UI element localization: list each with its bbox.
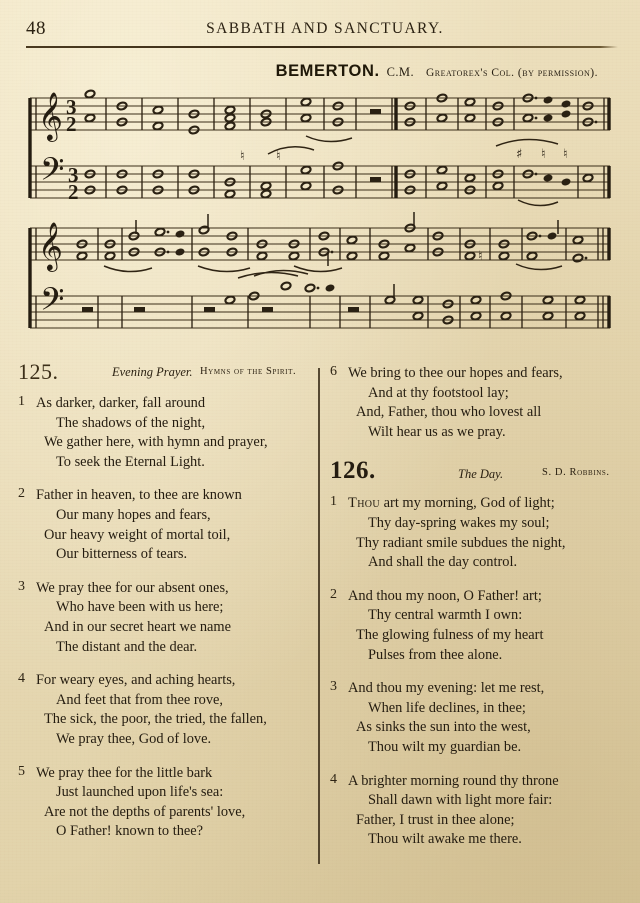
music-staves-svg xyxy=(18,88,622,348)
music-notation xyxy=(18,88,622,348)
verse-line: And in our secret heart we name xyxy=(44,618,232,635)
verse-line: Shall dawn with light more fair: xyxy=(368,792,553,809)
verse-number: 2 xyxy=(330,586,337,602)
verse-line-first xyxy=(348,494,622,514)
verse-line: Thy day-spring wakes my soul; xyxy=(368,514,550,531)
slur xyxy=(496,139,558,146)
running-title: SABBATH AND SANCTUARY. xyxy=(206,20,444,37)
verse-line: Thou wilt awake me there. xyxy=(368,831,522,848)
verse-number: 6 xyxy=(330,364,337,379)
verse-line: The sick, the poor, the tried, the fallen, xyxy=(44,711,267,728)
svg-text:2: 2 xyxy=(68,180,79,204)
verse-line: As darker, darker, fall around xyxy=(36,395,206,411)
verse-line: When life declines, in thee; xyxy=(368,699,526,716)
verse xyxy=(18,486,310,564)
verse-line: Wilt hear us as we pray. xyxy=(368,423,506,440)
page-number: 48 xyxy=(26,18,46,39)
verse-line: Who have been with us here; xyxy=(56,599,224,616)
slur xyxy=(306,136,352,142)
bass-clef: 𝄢 xyxy=(40,151,65,195)
verse-line: As sinks the sun into the west, xyxy=(356,719,531,736)
verse-line-rest: art my morning, God of light; xyxy=(380,495,555,512)
verse-line: For weary eyes, and aching hearts, xyxy=(36,672,236,689)
header-divider-rule xyxy=(26,46,618,48)
svg-text:♮: ♮ xyxy=(563,147,568,162)
verse-line: The glowing fulness of my heart xyxy=(356,626,544,643)
verse-line: And thou my evening: let me rest, xyxy=(348,680,545,697)
verse-line: And feet that from thee rove, xyxy=(56,691,224,708)
verse xyxy=(330,364,622,442)
hymn-126-block xyxy=(330,457,622,850)
verse xyxy=(18,394,310,472)
verse-line: Just launched upon life's sea: xyxy=(56,784,224,801)
verse-line: We pray thee for our absent ones, xyxy=(36,579,229,596)
slur xyxy=(198,266,250,272)
verse-line: And thou my noon, O Father! art; xyxy=(348,587,542,604)
slur xyxy=(294,266,342,272)
bass-notes-system-2 xyxy=(82,281,585,324)
verse xyxy=(18,764,310,842)
tune-name: BEMERTON. xyxy=(275,62,380,80)
verse-number: 5 xyxy=(18,763,25,779)
slur xyxy=(238,272,298,278)
hymn-125-number: 125. xyxy=(18,359,59,384)
tune-heading xyxy=(0,62,620,81)
slur xyxy=(104,266,152,272)
verse-line: Our many hopes and fears, xyxy=(56,506,211,523)
svg-text:♮: ♮ xyxy=(240,149,245,164)
accidentals-system-1 xyxy=(240,147,568,164)
verse xyxy=(330,494,622,572)
hymn-126-number: 126. xyxy=(330,457,376,485)
verse-number: 1 xyxy=(330,494,337,510)
verse-line: Our heavy weight of mortal toil, xyxy=(44,526,231,543)
svg-text:♮: ♮ xyxy=(541,147,546,162)
svg-text:♮: ♮ xyxy=(276,149,281,164)
verse-line: And at thy footstool lay; xyxy=(368,384,509,401)
hymn-126-source: S. D. Robbins. xyxy=(542,467,610,479)
verse-number: 2 xyxy=(18,486,25,502)
verse xyxy=(330,679,622,757)
hymn-text-columns xyxy=(18,359,622,890)
tune-meter: C.M. xyxy=(386,65,414,79)
running-head xyxy=(0,18,640,40)
verse-first-word: Thou xyxy=(348,495,381,512)
verse xyxy=(18,579,310,657)
verse-number: 1 xyxy=(18,394,25,409)
verse-line: And shall the day control. xyxy=(368,554,518,571)
treble-clef: 𝄞 xyxy=(38,91,63,140)
verse-line: We pray thee for the little bark xyxy=(36,764,213,781)
svg-text:♮: ♮ xyxy=(478,249,483,264)
bass-notes-system-1 xyxy=(85,161,594,198)
hymn-125-topic: Evening Prayer. xyxy=(112,365,193,379)
tune-source: Greatorex's Col. (by permission). xyxy=(425,67,598,79)
verse-line: Father, I trust in thee alone; xyxy=(356,811,515,828)
right-column xyxy=(330,362,622,864)
verse-number: 4 xyxy=(18,671,25,687)
verse-line: Are not the depths of parents' love, xyxy=(44,803,246,820)
verse-number: 3 xyxy=(18,578,25,594)
verse-line: Father in heaven, to thee are known xyxy=(36,487,242,504)
verse xyxy=(18,671,310,749)
slur xyxy=(518,200,558,206)
hymn-125-source: Hymns of the Spirit. xyxy=(200,366,297,377)
svg-text:♯: ♯ xyxy=(516,147,523,162)
treble-notes-system-2 xyxy=(77,223,588,262)
svg-text:2: 2 xyxy=(66,112,77,136)
verse-line: The shadows of the night, xyxy=(56,414,206,431)
verse-number: 4 xyxy=(330,771,337,787)
verse xyxy=(330,587,622,665)
treble-notes-system-1 xyxy=(85,89,598,134)
verse-line: We bring to thee our hopes and fears, xyxy=(348,365,563,381)
hymn-126-topic: The Day. xyxy=(458,467,504,482)
treble-clef: 𝄞 xyxy=(38,221,63,270)
verse-line: Pulses from thee alone. xyxy=(368,646,503,663)
verse-line: Our bitterness of tears. xyxy=(56,546,188,563)
svg-text:3: 3 xyxy=(66,95,77,119)
svg-text:3: 3 xyxy=(68,163,79,187)
verse-line: Thy central warmth I own: xyxy=(368,607,523,624)
verse-line: And, Father, thou who lovest all xyxy=(356,404,542,421)
verse-line: We pray thee, God of love. xyxy=(56,730,212,747)
verse-line: Thy radiant smile subdues the night, xyxy=(356,534,566,551)
verse-line: The distant and the dear. xyxy=(56,638,198,655)
slur xyxy=(516,264,562,270)
bass-clef: 𝄢 xyxy=(40,281,65,325)
verse-line: We gather here, with hymn and prayer, xyxy=(44,434,268,451)
verse xyxy=(330,772,622,850)
verse-line: O Father! known to thee? xyxy=(56,823,204,840)
column-divider-rule xyxy=(318,368,320,864)
verse-line: To seek the Eternal Light. xyxy=(56,453,205,470)
hymn-126-heading xyxy=(330,457,622,488)
verse-line: A brighter morning round thy throne xyxy=(348,772,559,789)
left-column xyxy=(18,359,310,856)
verse-number: 3 xyxy=(330,679,337,695)
hymn-125-heading xyxy=(18,359,310,388)
verse-line: Thou wilt my guardian be. xyxy=(368,738,522,755)
slur xyxy=(268,147,314,154)
